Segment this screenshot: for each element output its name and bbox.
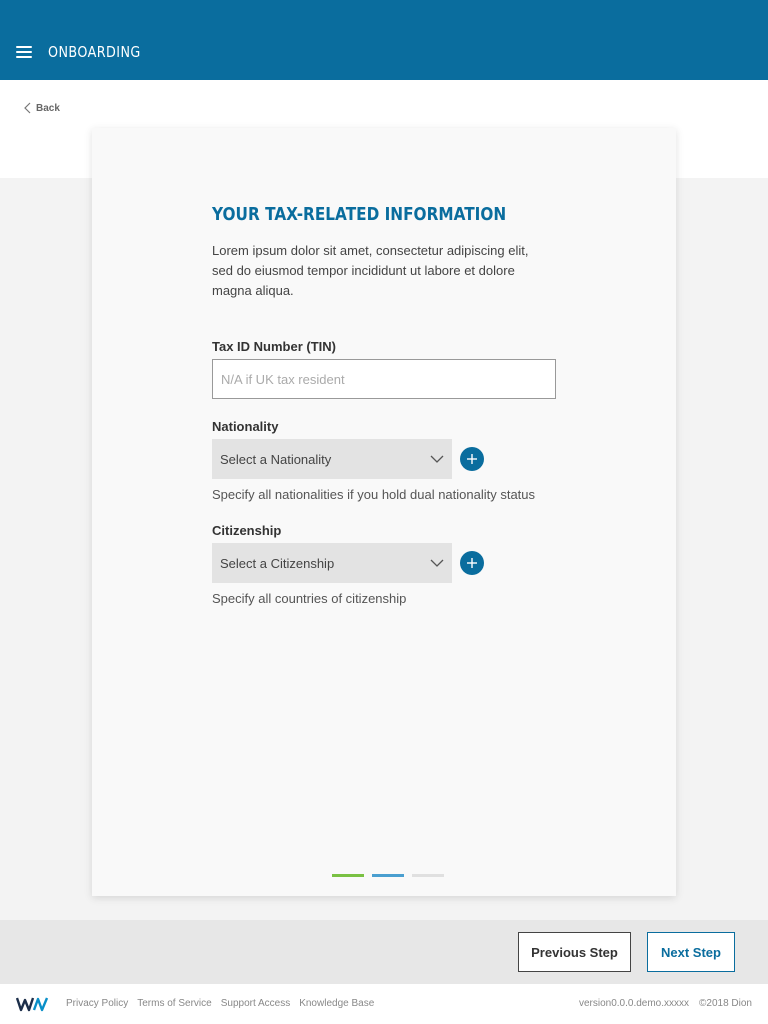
footer-links: [66, 998, 374, 1009]
progress-step-2: [372, 874, 404, 877]
nationality-select[interactable]: [212, 439, 452, 479]
footer-meta: [579, 998, 752, 1009]
chevron-down-icon: [430, 455, 444, 463]
back-label: Back: [36, 102, 60, 114]
progress-step-1: [332, 874, 364, 877]
action-bar: [0, 920, 768, 984]
menu-icon[interactable]: [16, 46, 32, 58]
footer-link-knowledge-base[interactable]: Knowledge Base: [299, 998, 375, 1009]
page-title: YOUR TAX-RELATED INFORMATION: [212, 204, 507, 225]
wm-logo: [16, 996, 50, 1012]
chevron-left-icon: [24, 102, 32, 114]
app-title: ONBOARDING: [48, 43, 141, 61]
form-card: [92, 128, 676, 896]
add-nationality-button[interactable]: [460, 447, 484, 471]
plus-icon: [466, 557, 478, 569]
plus-icon: [466, 453, 478, 465]
footer-link-terms-of-service[interactable]: Terms of Service: [137, 998, 212, 1009]
add-citizenship-button[interactable]: [460, 551, 484, 575]
nationality-label: Nationality: [212, 419, 279, 434]
citizenship-select-value: Select a Citizenship: [220, 555, 335, 571]
citizenship-hint: Specify all countries of citizenship: [212, 591, 407, 606]
step-progress: [332, 874, 444, 877]
previous-step-button[interactable]: Previous Step: [518, 932, 631, 972]
app-header: [0, 0, 768, 80]
copyright-text: ©2018 Dion: [699, 998, 752, 1009]
back-link[interactable]: [24, 101, 60, 115]
page-description: Lorem ipsum dolor sit amet, consectetur adipiscing elit, sed do eiusmod tempor incididunt ut labore et dolore magna aliqua.: [212, 243, 529, 298]
next-step-button[interactable]: Next Step: [647, 932, 735, 972]
progress-step-3: [412, 874, 444, 877]
tin-input[interactable]: [212, 359, 556, 399]
version-text: version0.0.0.demo.xxxxx: [578, 998, 690, 1009]
tin-label: Tax ID Number (TIN): [212, 339, 336, 354]
footer-link-privacy-policy[interactable]: Privacy Policy: [66, 998, 129, 1009]
citizenship-label: Citizenship: [212, 523, 282, 538]
footer: [0, 984, 768, 1024]
citizenship-select[interactable]: [212, 543, 452, 583]
nationality-hint: Specify all nationalities if you hold dual nationality status: [212, 487, 536, 502]
nationality-select-value: Select a Nationality: [220, 451, 332, 467]
footer-link-support-access[interactable]: Support Access: [220, 998, 291, 1009]
chevron-down-icon: [430, 559, 444, 567]
